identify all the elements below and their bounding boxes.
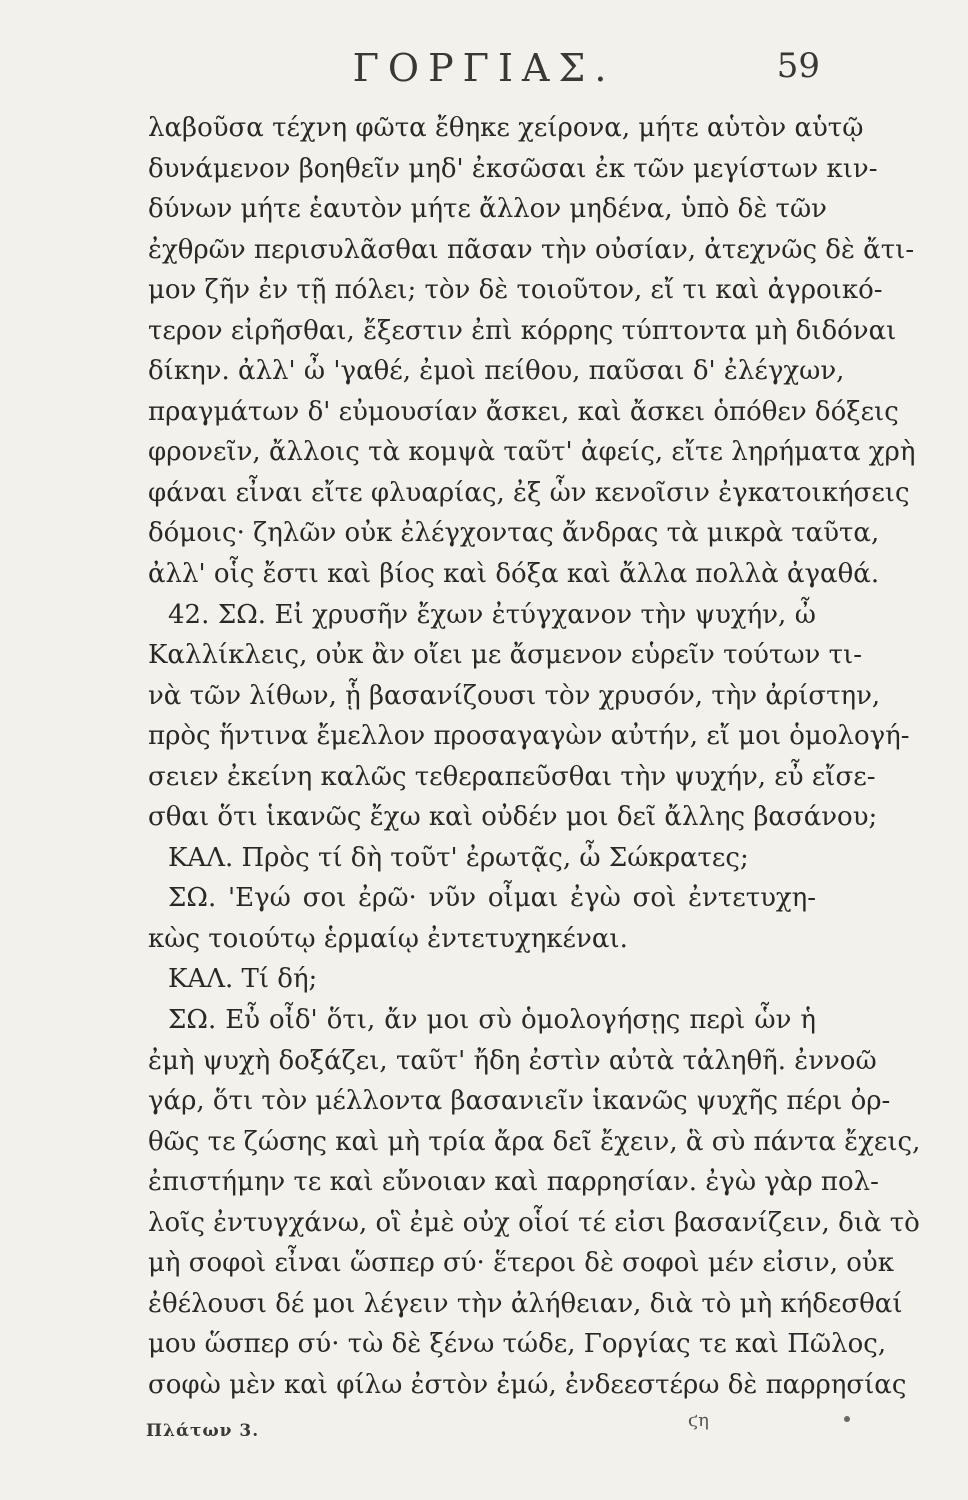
text-line: σθαι ὅτι ἱκανῶς ἔχω καὶ οὐδέν μοι δεῖ ἄλλης βασάνου; <box>148 802 878 833</box>
text-line: δύνων μήτε ἑαυτὸν μήτε ἄλλον μηδένα, ὑπὸ δὲ τῶν <box>148 194 827 225</box>
text-line: λοῖς ἐντυγχάνω, οἳ ἐμὲ οὐχ οἷοί τέ εἰσι βασανίζειν, διὰ τὸ <box>148 1207 920 1238</box>
text-line: ἐχθρῶν περισυλᾶσθαι πᾶσαν τὴν οὐσίαν, ἀτεχνῶς δὲ ἄτι- <box>148 234 915 265</box>
text-line: δόμοις· ζηλῶν οὐκ ἐλέγχοντας ἄνδρας τὰ μικρὰ ταῦτα, <box>148 518 880 549</box>
text-line: σοφὼ μὲν καὶ φίλω ἐστὸν ἐμώ, ἐνδεεστέρω δὲ παρρησίας <box>148 1369 907 1400</box>
ink-dot <box>844 1416 850 1422</box>
text-line: τερον εἰρῆσθαι, ἔξεστιν ἐπὶ κόρρης τύπτοντα μὴ διδόναι <box>148 315 897 346</box>
text-body <box>148 108 921 1406</box>
text-line: ἐθέλουσι δέ μοι λέγειν τὴν ἀλήθειαν, διὰ τὸ μὴ κήδεσθαί <box>148 1288 903 1319</box>
text-line: δίκην. ἀλλ' ὦ 'γαθέ, ἐμοὶ πείθου, παῦσαι δ' ἐλέγχων, <box>148 356 845 387</box>
text-line: ἐπιστήμην τε καὶ εὔνοιαν καὶ παρρησίαν. ἐγὼ γὰρ πολ- <box>148 1167 879 1198</box>
text-line: θῶς τε ζώσης καὶ μὴ τρία ἄρα δεῖ ἔχειν, ἃ σὺ πάντα ἔχεις, <box>148 1126 921 1157</box>
text-line: πρὸς ἥντινα ἔμελλον προσαγαγὼν αὐτήν, εἴ μοι ὁμολογή- <box>148 721 910 752</box>
text-line: ΚΑΛ. Τί δή; <box>168 964 318 995</box>
text-line: 42. ΣΩ. Εἰ χρυσῆν ἔχων ἐτύγχανον τὴν ψυχήν, ὦ <box>168 599 816 630</box>
text-line: κὼς τοιούτῳ ἑρμαίῳ ἐντετυχηκέναι. <box>148 923 628 954</box>
text-line: ἐμὴ ψυχὴ δοξάζει, ταῦτ' ἤδη ἐστὶν αὐτὰ τἀληθῆ. ἐννοῶ <box>148 1045 877 1076</box>
text-line: ἀλλ' οἷς ἔστι καὶ βίος καὶ δόξα καὶ ἄλλα πολλὰ ἀγαθά. <box>148 559 880 590</box>
signature-mark: Πλάτων 3. <box>146 1421 260 1441</box>
text-line: λαβοῦσα τέχνη φῶτα ἔθηκε χείρονα, μήτε αὑτὸν αὑτῷ <box>148 113 864 143</box>
text-line: μον ζῆν ἐν τῇ πόλει; τὸν δὲ τοιοῦτον, εἴ τι καὶ ἀγροικό- <box>148 275 883 306</box>
text-line: ΣΩ. Εὖ οἶδ' ὅτι, ἄν μοι σὺ ὁμολογήσῃς περὶ ὧν ἡ <box>168 1005 816 1036</box>
text-line: σειεν ἐκείνη καλῶς τεθεραπεῦσθαι τὴν ψυχήν, εὖ εἴσε- <box>148 761 876 792</box>
text-line: μὴ σοφοὶ εἶναι ὥσπερ σύ· ἕτεροι δὲ σοφοὶ μέν εἰσιν, οὐκ <box>148 1248 894 1279</box>
text-line: φρονεῖν, ἄλλοις τὰ κομψὰ ταῦτ' ἀφείς, εἴτε ληρήματα χρὴ <box>148 437 916 468</box>
text-line: δυνάμενον βοηθεῖν μηδ' ἐκσῶσαι ἐκ τῶν μεγίστων κιν- <box>148 153 878 184</box>
text-line: ΣΩ. 'Εγώ σοι ἐρῶ· νῦν οἶμαι ἐγὼ σοὶ ἐντετυχη- <box>168 883 816 914</box>
footer-mark: ϛη <box>688 1410 709 1431</box>
text-line: νὰ τῶν λίθων, ᾗ βασανίζουσι τὸν χρυσόν, τὴν ἀρίστην, <box>148 680 881 711</box>
text-line: φάναι εἶναι εἴτε φλυαρίας, ἐξ ὧν κενοῖσιν ἐγκατοικήσεις <box>148 477 910 508</box>
text-line: γάρ, ὅτι τὸν μέλλοντα βασανιεῖν ἱκανῶς ψυχῆς πέρι ὀρ- <box>148 1086 891 1117</box>
running-title: ΓΟΡΓΙΑΣ. <box>352 46 616 90</box>
text-line: ΚΑΛ. Πρὸς τί δὴ τοῦτ' ἐρωτᾷς, ὦ Σώκρατες; <box>168 842 749 873</box>
text-line: Καλλίκλεις, οὐκ ἂν οἴει με ἄσμενον εὑρεῖν τούτων τι- <box>148 640 862 671</box>
text-line: πραγμάτων δ' εὐμουσίαν ἄσκει, καὶ ἄσκει ὁπόθεν δόξεις <box>148 396 899 427</box>
page-number: 59 <box>776 46 820 86</box>
text-line: μου ὥσπερ σύ· τὼ δὲ ξένω τώδε, Γοργίας τε καὶ Πῶλος, <box>148 1329 887 1360</box>
